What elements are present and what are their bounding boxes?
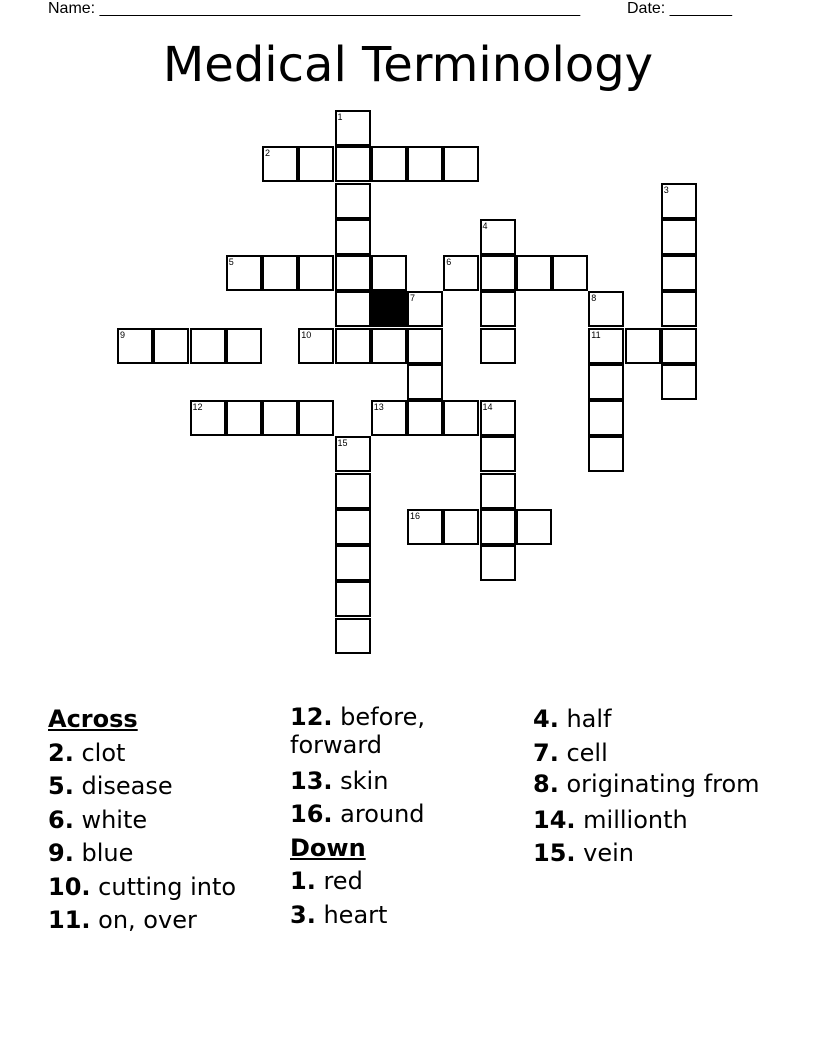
grid-cell[interactable] xyxy=(335,146,371,182)
clue-across-10: 10. cutting into xyxy=(48,872,237,901)
grid-cell[interactable] xyxy=(552,255,588,291)
grid-cell[interactable] xyxy=(262,255,298,291)
cell-number: 13 xyxy=(373,402,384,412)
grid-cell[interactable] xyxy=(226,328,262,364)
grid-cell[interactable] xyxy=(588,400,624,436)
grid-cell[interactable] xyxy=(480,436,516,472)
cell-number: 9 xyxy=(120,329,126,340)
grid-cell[interactable] xyxy=(480,328,516,364)
cell-number: 6 xyxy=(446,257,452,267)
grid-cell[interactable] xyxy=(335,436,371,472)
grid-cell[interactable] xyxy=(661,183,697,219)
clue-down-14: 14. millionth xyxy=(533,805,688,834)
grid-cell[interactable] xyxy=(371,400,407,436)
grid-cell[interactable] xyxy=(588,328,624,364)
grid-cell[interactable] xyxy=(661,219,697,255)
clue-down-15: 15. vein xyxy=(533,839,635,867)
grid-cell[interactable] xyxy=(335,183,371,219)
grid-cell[interactable] xyxy=(480,291,516,327)
grid-cell[interactable] xyxy=(298,255,334,291)
clue-across-5: 5. disease xyxy=(48,772,173,800)
down-heading: Down xyxy=(290,833,366,862)
grid-cell[interactable] xyxy=(407,328,443,364)
cell-number: 3 xyxy=(663,184,669,195)
across-heading: Across xyxy=(48,705,138,733)
grid-cell[interactable] xyxy=(443,509,479,545)
grid-cell[interactable] xyxy=(480,255,516,291)
grid-cell[interactable] xyxy=(153,328,189,364)
grid-cell[interactable] xyxy=(335,545,371,581)
grid-cell[interactable] xyxy=(480,509,516,545)
clue-down-7: 7. cell xyxy=(533,738,608,767)
grid-cell[interactable] xyxy=(443,255,479,291)
grid-cell[interactable] xyxy=(298,146,334,182)
grid-cell[interactable] xyxy=(407,509,443,545)
cell-number: 8 xyxy=(591,293,597,304)
grid-cell[interactable] xyxy=(407,364,443,400)
clue-across-6: 6. white xyxy=(48,805,148,834)
grid-cell[interactable] xyxy=(371,255,407,291)
grid-cell[interactable] xyxy=(190,400,226,436)
grid-cell[interactable] xyxy=(661,291,697,327)
grid-cell[interactable] xyxy=(516,255,552,291)
clue-across-16: 16. around xyxy=(290,800,425,828)
page-title: Medical Terminology xyxy=(162,37,654,93)
grid-cell[interactable] xyxy=(443,400,479,436)
clue-down-4: 4. half xyxy=(533,705,612,733)
cell-number: 1 xyxy=(337,112,343,122)
cell-number: 10 xyxy=(301,329,312,340)
clue-across-11: 11. on, over xyxy=(48,906,197,934)
clue-column-1 xyxy=(48,703,278,938)
grid-cell[interactable] xyxy=(407,400,443,436)
grid-cell[interactable] xyxy=(262,400,298,436)
grid-cell[interactable] xyxy=(335,219,371,255)
grid-cell[interactable] xyxy=(588,436,624,472)
grid-cell[interactable] xyxy=(226,255,262,291)
grid-cell[interactable] xyxy=(625,328,661,364)
cell-number: 12 xyxy=(192,402,203,412)
grid-cell[interactable] xyxy=(335,255,371,291)
grid-cell[interactable] xyxy=(335,473,371,509)
cell-number: 11 xyxy=(591,329,601,340)
clue-down-3: 3. heart xyxy=(290,900,388,929)
grid-cell[interactable] xyxy=(335,110,371,146)
grid-cell[interactable] xyxy=(335,618,371,654)
grid-cell[interactable] xyxy=(371,328,407,364)
clue-column-3 xyxy=(533,703,763,871)
grid-cell[interactable] xyxy=(335,328,371,364)
grid-cell[interactable] xyxy=(407,146,443,182)
grid-cell[interactable] xyxy=(298,400,334,436)
grid-cell[interactable] xyxy=(661,255,697,291)
cell-number: 4 xyxy=(482,220,488,231)
grid-cell[interactable] xyxy=(480,400,516,436)
grid-cell[interactable] xyxy=(661,364,697,400)
grid-cell[interactable] xyxy=(190,328,226,364)
cell-number: 7 xyxy=(410,293,416,304)
grid-cell[interactable] xyxy=(480,219,516,255)
blocked-cell xyxy=(371,291,407,327)
grid-cell[interactable] xyxy=(480,545,516,581)
grid-cell[interactable] xyxy=(588,364,624,400)
clue-across-2: 2. clot xyxy=(48,738,126,767)
grid-cell[interactable] xyxy=(335,291,371,327)
grid-cell[interactable] xyxy=(480,473,516,509)
cell-number: 15 xyxy=(337,438,348,449)
grid-cell[interactable] xyxy=(661,328,697,364)
grid-cell[interactable] xyxy=(588,291,624,327)
grid-cell[interactable] xyxy=(335,509,371,545)
grid-cell[interactable] xyxy=(262,146,298,182)
clue-across-9: 9. blue xyxy=(48,839,134,867)
clue-across-13: 13. skin xyxy=(290,766,389,795)
clue-down-8: 8. originating from xyxy=(533,770,760,798)
grid-cell[interactable] xyxy=(226,400,262,436)
cell-number: 16 xyxy=(410,510,421,521)
cell-number: 5 xyxy=(228,257,234,267)
cell-number: 2 xyxy=(265,148,271,159)
grid-cell[interactable] xyxy=(407,291,443,327)
clue-column-2 xyxy=(290,703,520,932)
name-field: Name: ______________________________________________________ xyxy=(48,0,581,17)
grid-cell[interactable] xyxy=(117,328,153,364)
grid-cell[interactable] xyxy=(443,146,479,182)
grid-cell[interactable] xyxy=(371,146,407,182)
cell-number: 14 xyxy=(482,402,493,412)
clue-across-12: 12. before, forward xyxy=(290,703,426,759)
grid-cell[interactable] xyxy=(335,581,371,617)
date-field: Date: _______ xyxy=(627,0,732,17)
grid-cell[interactable] xyxy=(516,509,552,545)
clue-down-1: 1. red xyxy=(290,867,363,895)
grid-cell[interactable] xyxy=(298,328,334,364)
